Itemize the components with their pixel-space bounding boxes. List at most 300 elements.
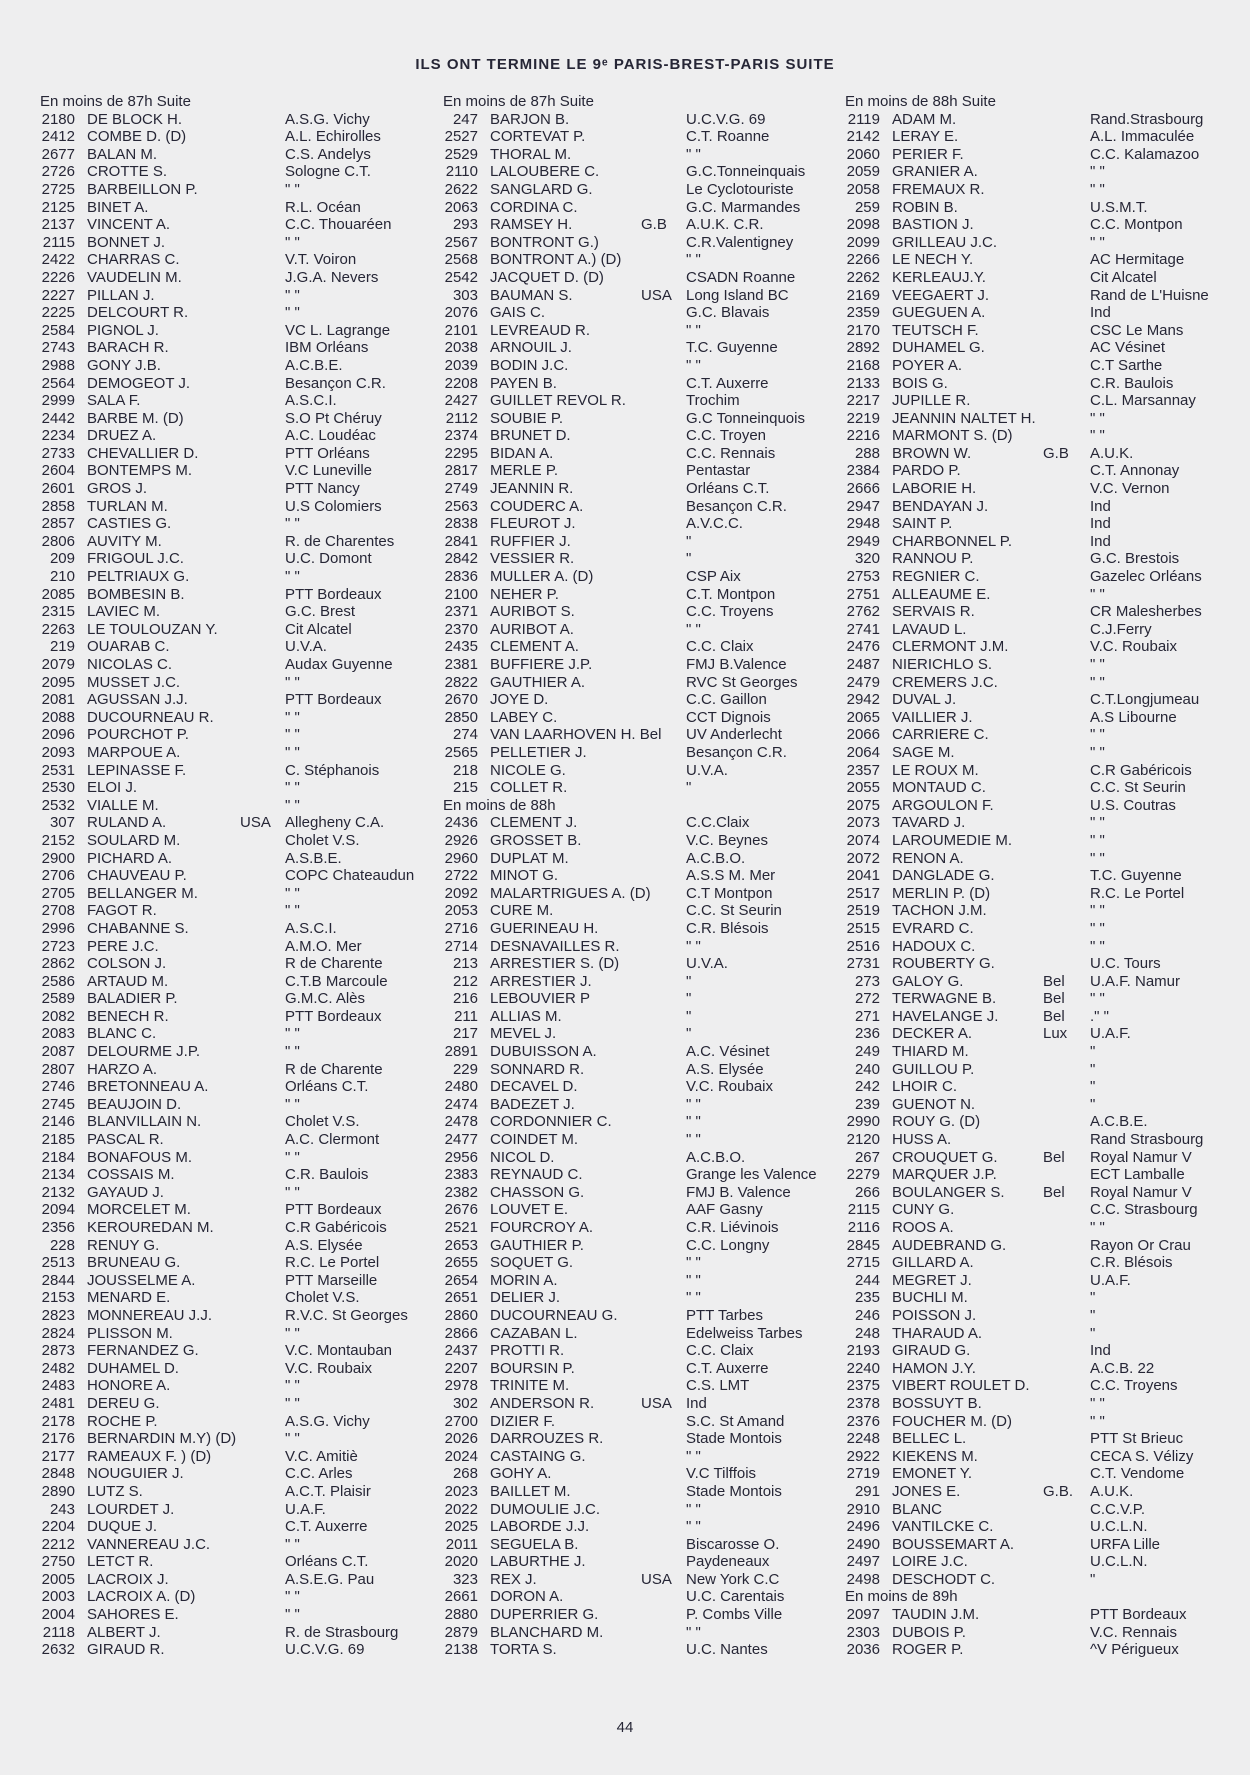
rider-number: 2714	[444, 937, 478, 955]
rider-name: DUPERRIER G.	[490, 1606, 599, 1624]
rider-row	[40, 867, 440, 885]
rider-row	[443, 1096, 843, 1114]
rider-row	[443, 1624, 843, 1642]
rider-name: NEHER P.	[490, 585, 559, 603]
rider-row	[40, 1624, 440, 1642]
rider-number: 2088	[41, 708, 75, 726]
rider-name: GIRAUD G.	[892, 1342, 971, 1360]
rider-number: 2383	[444, 1166, 478, 1184]
rider-name: MULLER A. (D)	[490, 568, 594, 586]
rider-number: 2435	[444, 638, 478, 656]
rider-club: " "	[686, 251, 701, 269]
rider-row	[845, 1289, 1245, 1307]
section-heading-text: En moins de 88h Suite	[845, 93, 996, 110]
rider-club: " "	[285, 1043, 300, 1061]
rider-number: 2996	[41, 919, 75, 937]
rider-row	[443, 1272, 843, 1290]
rider-club: Cholet V.S.	[285, 1289, 360, 1307]
rider-number: 2153	[41, 1289, 75, 1307]
rider-club: C.T.Longjumeau	[1090, 691, 1200, 709]
rider-name: VAN LAARHOVEN H. Bel	[490, 726, 662, 744]
rider-club: PTT Bordeaux	[285, 1007, 382, 1025]
rider-number: 242	[854, 1078, 880, 1096]
rider-row	[845, 269, 1245, 287]
rider-row	[40, 146, 440, 164]
rider-club: " "	[686, 1289, 701, 1307]
rider-club: " "	[1090, 919, 1105, 937]
rider-club: " "	[1090, 673, 1105, 691]
rider-club: " "	[1090, 743, 1105, 761]
rider-club: A.U.K.	[1090, 1482, 1134, 1500]
rider-club: A.C. Clermont	[285, 1131, 380, 1149]
rider-number: 2097	[846, 1606, 880, 1624]
rider-name: DESCHODT C.	[892, 1570, 996, 1588]
rider-row	[845, 955, 1245, 973]
rider-club: C.T. Roanne	[686, 128, 770, 146]
rider-row	[443, 287, 843, 305]
rider-name: DEMOGEOT J.	[87, 374, 191, 392]
rider-name: GROSSET B.	[490, 831, 582, 849]
rider-club: A.L. Echirolles	[285, 128, 381, 146]
rider-name: GUILLET REVOL R.	[490, 392, 626, 410]
rider-club: ." "	[1090, 1007, 1109, 1025]
rider-name: FREMAUX R.	[892, 180, 985, 198]
rider-number: 2303	[846, 1623, 880, 1641]
rider-club: AAF Gasny	[686, 1201, 763, 1219]
rider-number: 2376	[846, 1412, 880, 1430]
rider-number: 2567	[444, 233, 478, 251]
rider-club: Gazelec Orléans	[1090, 568, 1202, 586]
rider-club: " "	[285, 180, 300, 198]
rider-number: 2715	[846, 1254, 880, 1272]
rider-number: 2094	[41, 1201, 75, 1219]
rider-row	[443, 304, 843, 322]
rider-club: C.R. Liévinois	[686, 1219, 779, 1236]
rider-name: VIBERT ROULET D.	[892, 1377, 1030, 1395]
rider-number: 2266	[846, 251, 880, 269]
rider-number: 307	[49, 814, 75, 832]
rider-number: 2879	[444, 1623, 478, 1641]
rider-club: CSADN Roanne	[686, 268, 796, 286]
rider-name: LEPINASSE F.	[87, 761, 187, 779]
rider-number: 2824	[41, 1324, 75, 1342]
rider-row	[40, 357, 440, 375]
rider-row	[40, 1025, 440, 1043]
rider-row	[443, 1641, 843, 1659]
rider-club: CSP Aix	[686, 568, 741, 586]
rider-club: " "	[686, 1447, 701, 1465]
rider-club: C.T. Montpon	[686, 585, 776, 603]
rider-row	[845, 1624, 1245, 1642]
rider-club: T.C. Guyenne	[1090, 867, 1182, 885]
rider-club: A.C.B. 22	[1090, 1359, 1155, 1377]
rider-row	[443, 638, 843, 656]
rider-club: C.C. Claix	[686, 1342, 754, 1360]
results-column-1	[40, 93, 440, 1659]
rider-row	[845, 1307, 1245, 1325]
rider-row	[40, 726, 440, 744]
rider-club: " "	[285, 796, 300, 814]
rider-club: G.M.C. Alès	[285, 990, 366, 1008]
rider-name: JEANNIN R.	[490, 480, 574, 498]
rider-name: PILLAN J.	[87, 286, 155, 304]
rider-name: SANGLARD G.	[490, 180, 593, 198]
rider-club: A.S. Elysée	[686, 1060, 764, 1078]
rider-number: 2733	[41, 444, 75, 462]
rider-row	[40, 1307, 440, 1325]
rider-number: 2862	[41, 955, 75, 973]
rider-number: 2020	[444, 1553, 478, 1571]
rider-name: CORDINA C.	[490, 198, 578, 216]
rider-name: GRANIER A.	[892, 163, 978, 181]
rider-number: 248	[854, 1324, 880, 1342]
rider-row	[40, 322, 440, 340]
rider-name: SERVAIS R.	[892, 603, 975, 621]
rider-club: PTT St Brieuc	[1090, 1430, 1184, 1448]
rider-name: BOMBESIN B.	[87, 585, 185, 603]
rider-name: VIALLE M.	[87, 796, 159, 814]
rider-club: R.L. Océan	[285, 198, 361, 216]
rider-row	[443, 1553, 843, 1571]
rider-number: 2036	[846, 1641, 880, 1659]
rider-number: 2529	[444, 145, 478, 163]
rider-row	[845, 621, 1245, 639]
rider-row	[845, 1272, 1245, 1290]
rider-club: C.R. Baulois	[1090, 374, 1174, 392]
rider-club: U.A.F.	[285, 1500, 326, 1518]
rider-number: 2746	[41, 1078, 75, 1096]
rider-row	[40, 111, 440, 129]
rider-number: 2142	[846, 128, 880, 146]
rider-name: ARTAUD M.	[87, 972, 169, 990]
rider-club: Pentastar	[686, 462, 751, 480]
rider-name: BELLANGER M.	[87, 884, 198, 902]
rider-club: CSC Le Mans	[1090, 321, 1184, 339]
results-column-3	[845, 93, 1245, 1659]
rider-club: V.T. Voiron	[285, 251, 357, 269]
rider-name: LERAY E.	[892, 128, 959, 146]
rider-row	[845, 920, 1245, 938]
rider-club: Paydeneaux	[686, 1553, 770, 1571]
rider-number: 2858	[41, 497, 75, 515]
rider-row	[40, 1237, 440, 1255]
rider-name: CLEMENT A.	[490, 638, 579, 656]
rider-name: BENDAYAN J.	[892, 497, 989, 515]
rider-number: 274	[452, 726, 478, 744]
rider-club: Biscarosse O.	[686, 1535, 780, 1553]
rider-number: 2096	[41, 726, 75, 744]
rider-club: C.C. Longny	[686, 1236, 770, 1254]
rider-club: C.S. Andelys	[285, 145, 371, 163]
rider-club: A.U.K. C.R.	[686, 216, 764, 234]
rider-club: URFA Lille	[1090, 1535, 1161, 1553]
section-heading-text: En moins de 89h	[845, 1588, 958, 1606]
rider-name: BONTRONT G.)	[490, 233, 599, 251]
rider-number: 2632	[41, 1641, 75, 1659]
rider-number: 2521	[444, 1219, 478, 1236]
rider-club: P. Combs Ville	[686, 1606, 783, 1624]
rider-club: " "	[1090, 1412, 1105, 1430]
rider-name: LAVIEC M.	[87, 603, 161, 621]
rider-club: "	[1090, 1078, 1096, 1096]
rider-name: LABORIE H.	[892, 480, 977, 498]
rider-number: 2850	[444, 708, 478, 726]
rider-club: A.S.C.I.	[285, 919, 337, 937]
rider-club: A.L. Immaculée	[1090, 128, 1195, 146]
rider-club: R.C. Le Portel	[1090, 884, 1185, 902]
rider-club: PTT Nancy	[285, 480, 360, 498]
rider-row	[443, 234, 843, 252]
rider-club: AC Vésinet	[1090, 339, 1166, 357]
rider-row	[443, 111, 843, 129]
rider-row	[40, 603, 440, 621]
rider-club: C.C. Kalamazoo	[1090, 145, 1200, 163]
rider-name: DIZIER F.	[490, 1412, 556, 1430]
rider-number: 2234	[41, 427, 75, 445]
rider-nationality: Lux	[1043, 1025, 1068, 1043]
rider-name: GROS J.	[87, 480, 148, 498]
rider-row	[443, 1307, 843, 1325]
rider-club: " "	[285, 779, 300, 797]
rider-number: 2589	[41, 990, 75, 1008]
rider-number: 2478	[444, 1113, 478, 1131]
rider-club: " "	[285, 233, 300, 251]
rider-name: GUEGUEN A.	[892, 304, 986, 322]
rider-row	[845, 1325, 1245, 1343]
rider-club: " "	[686, 1518, 701, 1536]
rider-name: LETCT R.	[87, 1553, 154, 1571]
rider-name: CASTIES G.	[87, 515, 172, 533]
rider-number: 2857	[41, 515, 75, 533]
rider-name: GALOY G.	[892, 972, 964, 990]
rider-number: 2240	[846, 1359, 880, 1377]
rider-name: NICOL D.	[490, 1148, 555, 1166]
rider-row	[443, 867, 843, 885]
rider-row	[845, 375, 1245, 393]
rider-name: MARQUER J.P.	[892, 1166, 997, 1184]
rider-number: 2700	[444, 1412, 478, 1430]
rider-row	[845, 850, 1245, 868]
rider-row	[845, 1395, 1245, 1413]
rider-row	[443, 1237, 843, 1255]
rider-club: " "	[1090, 585, 1105, 603]
rider-club: Sologne C.T.	[285, 163, 371, 181]
rider-number: 266	[854, 1183, 880, 1201]
rider-row	[443, 1377, 843, 1395]
rider-row	[845, 1149, 1245, 1167]
rider-row	[443, 586, 843, 604]
rider-name: VEEGAERT J.	[892, 286, 989, 304]
rider-row	[40, 1272, 440, 1290]
rider-club: A.S. Elysée	[285, 1236, 363, 1254]
rider-number: 2477	[444, 1131, 478, 1149]
rider-number: 2023	[444, 1482, 478, 1500]
rider-name: ELOI J.	[87, 779, 138, 797]
rider-row	[443, 1149, 843, 1167]
rider-number: 2601	[41, 480, 75, 498]
rider-club: " "	[686, 1500, 701, 1518]
rider-name: LAROUMEDIE M.	[892, 831, 1013, 849]
rider-name: BRUNET D.	[490, 427, 571, 445]
rider-row	[40, 1536, 440, 1554]
rider-row	[40, 814, 440, 832]
rider-club: A.S.G. Vichy	[285, 1412, 370, 1430]
rider-number: 2530	[41, 779, 75, 797]
rider-club: COPC Chateaudun	[285, 867, 415, 885]
rider-name: DUVAL J.	[892, 691, 957, 709]
rider-name: HARZO A.	[87, 1060, 158, 1078]
rider-club: C.C. Gaillon	[686, 691, 767, 709]
rider-club: C.T. Vendome	[1090, 1465, 1185, 1483]
rider-number: 267	[854, 1148, 880, 1166]
rider-name: THORAL M.	[490, 145, 572, 163]
rider-club: V.C. Vernon	[1090, 480, 1170, 498]
rider-club: " "	[686, 145, 701, 163]
rider-number: 2217	[846, 392, 880, 410]
rider-club: Besançon C.R.	[686, 497, 787, 515]
rider-club: " "	[686, 1623, 701, 1641]
rider-name: ROBIN B.	[892, 198, 958, 216]
rider-name: LABORDE J.J.	[490, 1518, 590, 1536]
rider-row	[443, 568, 843, 586]
rider-club: V.C. Beynes	[686, 831, 768, 849]
rider-row	[40, 1430, 440, 1448]
rider-number: 2382	[444, 1183, 478, 1201]
rider-name: DECAVEL D.	[490, 1078, 578, 1096]
rider-row	[40, 515, 440, 533]
rider-name: TURLAN M.	[87, 497, 168, 515]
rider-club: ^V Périgueux	[1090, 1641, 1179, 1659]
rider-club: C.S. LMT	[686, 1377, 750, 1395]
rider-row	[40, 339, 440, 357]
rider-number: 216	[452, 990, 478, 1008]
rider-number: 2216	[846, 427, 880, 445]
rider-name: MORCELET M.	[87, 1201, 191, 1219]
rider-row	[443, 1501, 843, 1519]
rider-club: " "	[1090, 814, 1105, 832]
rider-name: CHARBONNEL P.	[892, 532, 1013, 550]
rider-row	[40, 1289, 440, 1307]
rider-row	[845, 445, 1245, 463]
rider-row	[443, 1219, 843, 1237]
rider-row	[845, 550, 1245, 568]
rider-name: MORIN A.	[490, 1271, 558, 1289]
rider-name: FERNANDEZ G.	[87, 1342, 199, 1360]
rider-name: CHABANNE S.	[87, 919, 189, 937]
rider-number: 2873	[41, 1342, 75, 1360]
rider-row	[443, 1342, 843, 1360]
rider-name: LOUVET E.	[490, 1201, 569, 1219]
rider-club: C.C. Troyen	[686, 427, 767, 445]
rider-row	[443, 1289, 843, 1307]
rider-number: 2003	[41, 1588, 75, 1606]
rider-number: 2706	[41, 867, 75, 885]
rider-name: BONTEMPS M.	[87, 462, 193, 480]
rider-number: 2942	[846, 691, 880, 709]
rider-club: "	[686, 779, 692, 797]
rider-club: C.T Sarthe	[1090, 356, 1163, 374]
rider-number: 2705	[41, 884, 75, 902]
rider-row	[845, 814, 1245, 832]
rider-number: 2263	[41, 620, 75, 638]
rider-number: 2204	[41, 1518, 75, 1536]
rider-number: 2026	[444, 1430, 478, 1448]
rider-club: Cholet V.S.	[285, 831, 360, 849]
rider-club: A.C. Loudéac	[285, 427, 376, 445]
rider-club: " "	[686, 1254, 701, 1272]
rider-club: Rayon Or Crau	[1090, 1236, 1191, 1254]
rider-row	[845, 1043, 1245, 1061]
rider-club: Grange les Valence	[686, 1166, 817, 1184]
rider-number: 215	[452, 779, 478, 797]
rider-number: 2515	[846, 919, 880, 937]
rider-name: ARNOUIL J.	[490, 339, 572, 357]
rider-name: TEUTSCH F.	[892, 321, 979, 339]
rider-name: BAUMAN S.	[490, 286, 573, 304]
rider-row	[443, 1518, 843, 1536]
rider-name: SOUBIE P.	[490, 409, 564, 427]
rider-number: 2866	[444, 1324, 478, 1342]
rider-row	[40, 691, 440, 709]
rider-row	[40, 1061, 440, 1079]
rider-row	[845, 216, 1245, 234]
rider-club: A.S.E.G. Pau	[285, 1570, 375, 1588]
rider-row	[845, 287, 1245, 305]
rider-row	[40, 850, 440, 868]
rider-number: 2565	[444, 743, 478, 761]
rider-club: C.J.Ferry	[1090, 620, 1152, 638]
rider-number: 218	[452, 761, 478, 779]
rider-club: U.C.L.N.	[1090, 1518, 1148, 1536]
rider-row	[443, 163, 843, 181]
rider-name: DUHAMEL D.	[87, 1359, 179, 1377]
rider-number: 2483	[41, 1377, 75, 1395]
rider-row	[40, 920, 440, 938]
rider-name: DARROUZES R.	[490, 1430, 604, 1448]
rider-name: CUNY G.	[892, 1201, 955, 1219]
rider-club: FMJ B. Valence	[686, 1183, 791, 1201]
rider-club: C.R. Blésois	[1090, 1254, 1173, 1272]
rider-name: VESSIER R.	[490, 550, 575, 568]
rider-row	[40, 1096, 440, 1114]
rider-name: FAGOT R.	[87, 902, 157, 920]
rider-name: BUFFIERE J.P.	[490, 656, 593, 673]
rider-club: " "	[285, 1606, 300, 1624]
rider-name: COINDET M.	[490, 1131, 579, 1149]
rider-name: PICHARD A.	[87, 849, 173, 867]
rider-number: 259	[854, 198, 880, 216]
rider-name: BOSSUYT B.	[892, 1394, 982, 1412]
rider-row	[443, 1201, 843, 1219]
rider-name: GRILLEAU J.C.	[892, 233, 998, 251]
rider-club: T.C. Guyenne	[686, 339, 778, 357]
rider-club: V.C. Roubaix	[285, 1359, 372, 1377]
rider-row	[443, 322, 843, 340]
rider-club: " "	[285, 884, 300, 902]
rider-row	[40, 234, 440, 252]
rider-row	[443, 1571, 843, 1589]
rider-name: LEBOUVIER P	[490, 990, 591, 1008]
rider-number: 2841	[444, 532, 478, 550]
rider-number: 2038	[444, 339, 478, 357]
rider-number: 2655	[444, 1254, 478, 1272]
rider-row	[845, 251, 1245, 269]
rider-number: 2725	[41, 180, 75, 198]
section-heading-text: En moins de 87h Suite	[40, 93, 191, 110]
rider-row	[40, 621, 440, 639]
rider-club: "	[686, 550, 692, 568]
rider-row	[845, 744, 1245, 762]
